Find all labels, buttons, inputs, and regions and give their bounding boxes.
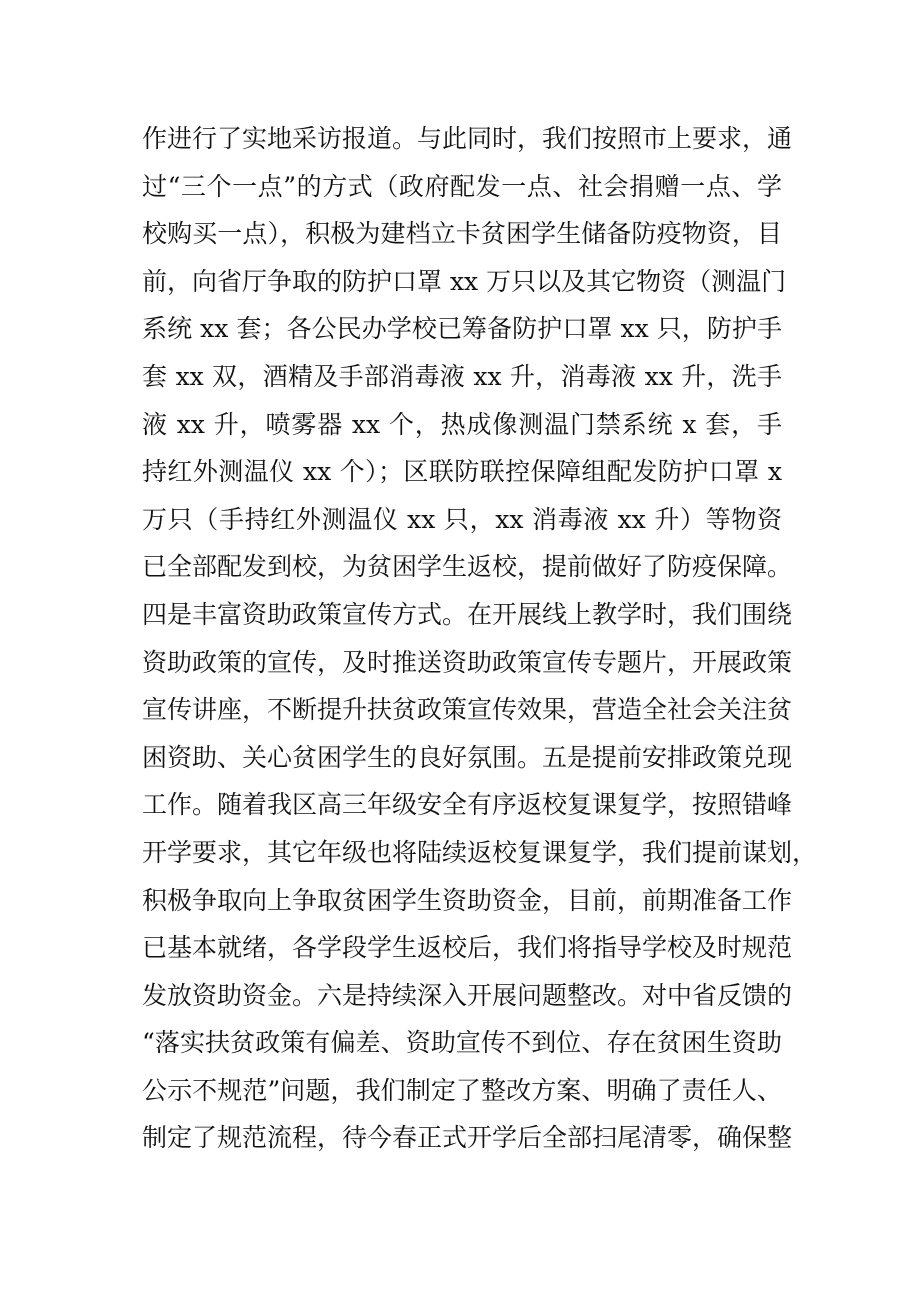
text-line: 已全部配发到校，为贫困学生返校，提前做好了防疫保障。: [142, 552, 793, 582]
text-line: 开学要求，其它年级也将陆续返校复课复学，我们提前谋划，: [142, 837, 818, 867]
text-line: 宣传讲座，不断提升扶贫政策宣传效果，营造全社会关注贫: [142, 695, 793, 725]
text-line: 四是丰富资助政策宣传方式。在开展线上教学时，我们围绕: [142, 599, 793, 629]
text-line: 困资助、关心贫困学生的良好氛围。五是提前安排政策兑现: [142, 742, 793, 772]
text-line: 积极争取向上争取贫困学生资助资金，目前，前期准备工作: [142, 885, 793, 915]
text-line: 已基本就绪，各学段学生返校后，我们将指导学校及时规范: [142, 933, 793, 963]
text-line: 套 xx 双，酒精及手部消毒液 xx 升，消毒液 xx 升，洗手: [142, 361, 782, 391]
text-line: 资助政策的宣传，及时推送资助政策宣传专题片，开展政策: [142, 647, 793, 677]
text-line: 作进行了实地采访报道。与此同时，我们按照市上要求，通: [142, 124, 793, 153]
text-line: 公示不规范”问题，我们制定了整改方案、明确了责任人、: [142, 1075, 782, 1105]
text-line: 过“三个一点”的方式（政府配发一点、社会捐赠一点、学: [142, 171, 782, 201]
text-line: 万只（手持红外测温仪 xx 只，xx 消毒液 xx 升）等物资: [142, 504, 782, 534]
body-text: [142, 115, 818, 1162]
text-line: 系统 xx 套；各公民办学校已筹备防护口罩 xx 只，防护手: [142, 314, 782, 344]
text-line: 持红外测温仪 xx 个）；区联防联控保障组配发防护口罩 x: [142, 457, 782, 487]
text-line: 制定了规范流程，待今春正式开学后全部扫尾清零，确保整: [142, 1123, 793, 1153]
text-line: 工作。随着我区高三年级安全有序返校复课复学，按照错峰: [142, 790, 793, 820]
text-line: 液 xx 升，喷雾器 xx 个，热成像测温门禁系统 x 套，手: [142, 409, 782, 439]
text-line: “落实扶贫政策有偏差、资助宣传不到位、存在贫困生资助: [142, 1028, 782, 1058]
text-line: 校购买一点），积极为建档立卡贫困学生储备防疫物资，目: [142, 219, 782, 249]
text-line: 发放资助资金。六是持续深入开展问题整改。对中省反馈的: [142, 980, 793, 1010]
text-line: 前，向省厅争取的防护口罩 xx 万只以及其它物资（测温门: [142, 266, 787, 296]
